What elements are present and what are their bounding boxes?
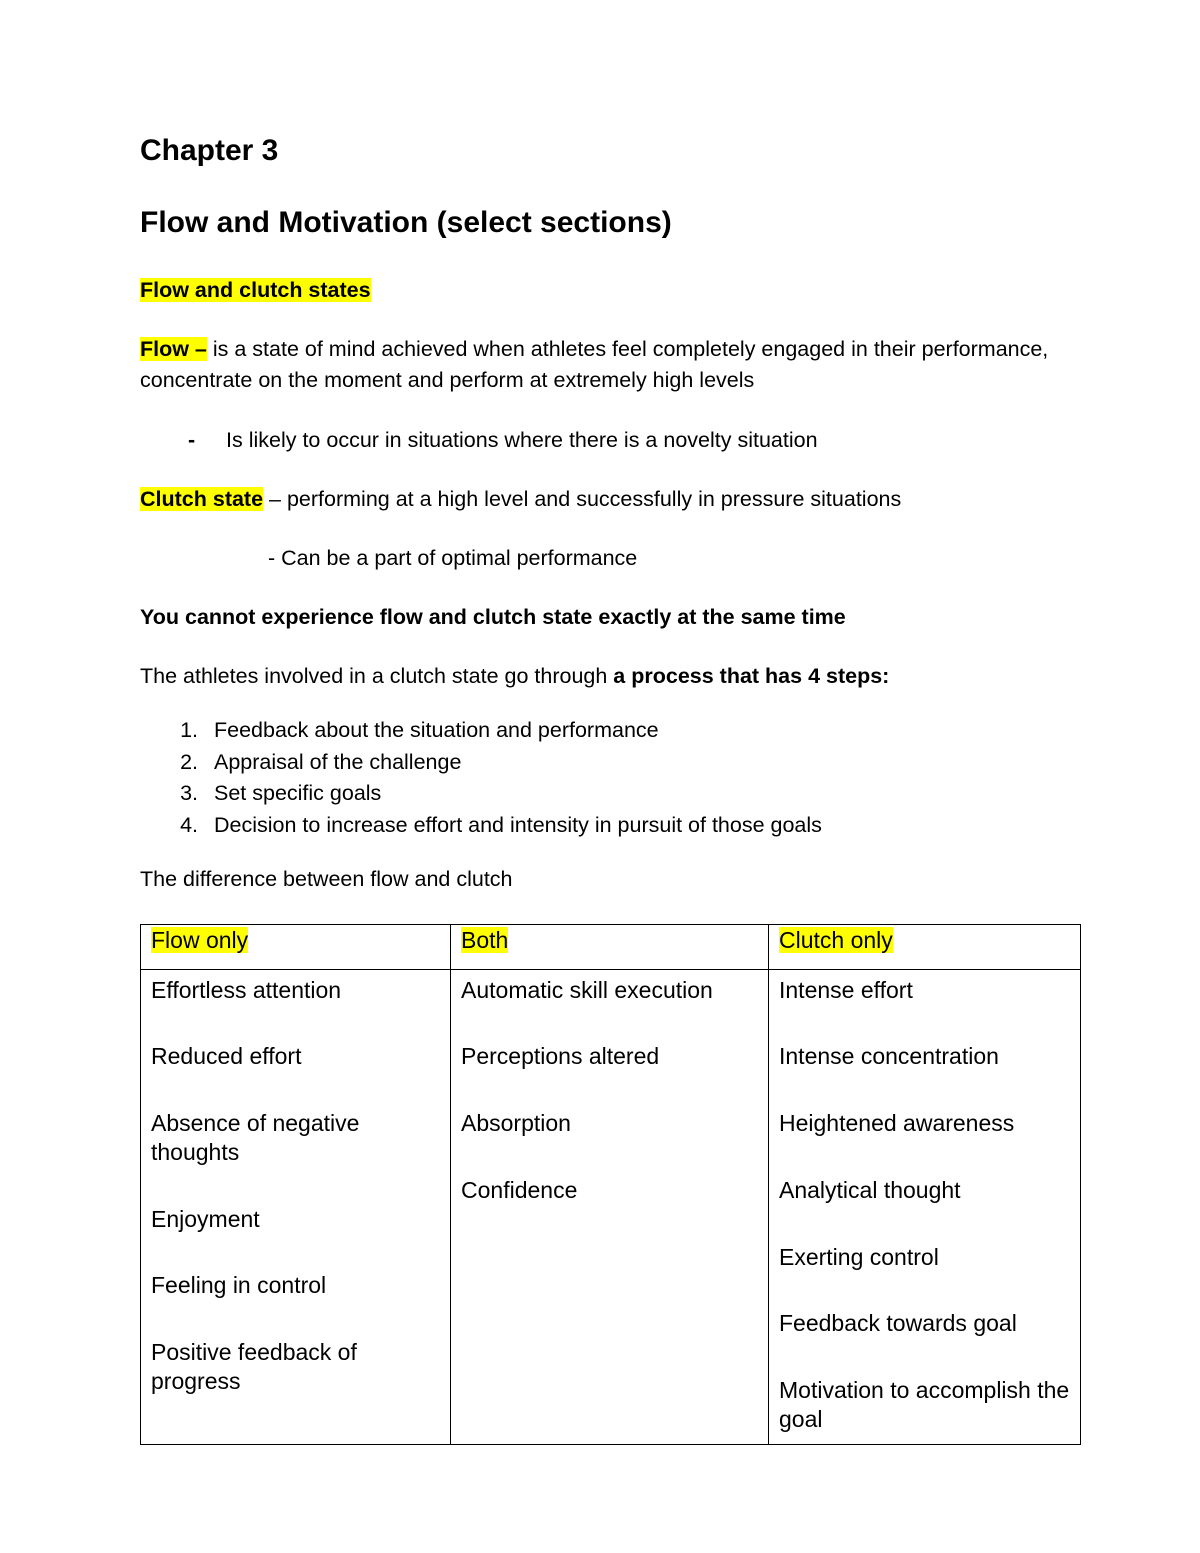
list-item: Automatic skill execution: [461, 976, 713, 1003]
list-item: Absence of negative thoughts: [151, 1110, 360, 1165]
list-item: 1. Feedback about the situation and performance: [204, 720, 1072, 742]
document-subtitle: Flow and Motivation (select sections): [140, 205, 672, 239]
clutch-only-items: [779, 976, 1070, 1434]
cannot-experience-note: You cannot experience flow and clutch state exactly at the same time: [140, 605, 846, 630]
table-cell-both: [451, 969, 769, 1444]
flow-bullet-item: [140, 425, 1072, 456]
flow-definition-text: is a state of mind achieved when athletes feel completely engaged in their performance, concentrate on the moment and perform at extremely high levels: [140, 337, 1049, 393]
process-intro: [140, 661, 1072, 692]
flow-term: Flow –: [140, 337, 207, 362]
dash-bullet-mark: -: [188, 427, 196, 452]
list-item: 3. Set specific goals: [204, 783, 1072, 805]
list-item: Exerting control: [779, 1243, 939, 1270]
list-item: Reduced effort: [151, 1043, 302, 1070]
list-item: Perceptions altered: [461, 1043, 660, 1070]
table-cell-clutch-only: [769, 969, 1081, 1444]
flow-definition-paragraph: [140, 334, 1072, 396]
flow-clutch-comparison-table: [140, 924, 1081, 1445]
flow-bullet-text: Is likely to occur in situations where there is a novelty situation: [226, 427, 818, 452]
table-header-cell-clutch-only: [769, 924, 1081, 969]
list-item: Analytical thought: [779, 1176, 961, 1203]
table-intro: The difference between flow and clutch: [140, 867, 513, 892]
clutch-sub-point: - Can be a part of optimal performance: [268, 545, 638, 570]
list-item: 2. Appraisal of the challenge: [204, 752, 1072, 774]
table-cell-flow-only: [141, 969, 451, 1444]
page-title: Chapter 3: [140, 134, 279, 167]
list-item: Feedback towards goal: [779, 1310, 1017, 1337]
clutch-definition-paragraph: [140, 484, 1072, 515]
list-item: Absorption: [461, 1110, 571, 1137]
list-item: Heightened awareness: [779, 1110, 1015, 1137]
list-item: Intense concentration: [779, 1043, 999, 1070]
list-item: Motivation to accomplish the goal: [779, 1377, 1070, 1432]
list-item: 4. Decision to increase effort and intensity in pursuit of those goals: [204, 815, 1072, 837]
flow-only-items: [151, 976, 440, 1396]
list-item: Feeling in control: [151, 1272, 327, 1299]
table-header-cell-flow-only: [141, 924, 451, 969]
table-row: [141, 969, 1081, 1444]
list-item: Confidence: [461, 1176, 578, 1203]
table-header-label: Both: [461, 926, 509, 953]
process-intro-bold: a process that has 4 steps:: [613, 664, 890, 689]
section-heading-text: Flow and clutch states: [140, 278, 371, 302]
list-item: Effortless attention: [151, 976, 342, 1003]
process-intro-plain: The athletes involved in a clutch state go through: [140, 664, 614, 689]
table-header-label: Flow only: [151, 926, 249, 953]
table-header-cell-both: [451, 924, 769, 969]
list-item: Positive feedback of progress: [151, 1339, 357, 1394]
clutch-term: Clutch state: [140, 486, 264, 511]
section-heading: [140, 275, 1072, 306]
list-item: Enjoyment: [151, 1205, 260, 1232]
clutch-definition-text: – performing at a high level and successfully in pressure situations: [263, 486, 902, 511]
list-item: Intense effort: [779, 976, 913, 1003]
table-header-label: Clutch only: [779, 926, 893, 953]
table-header-row: [141, 924, 1081, 969]
both-items: [461, 976, 758, 1205]
process-steps-list: [140, 720, 1072, 836]
